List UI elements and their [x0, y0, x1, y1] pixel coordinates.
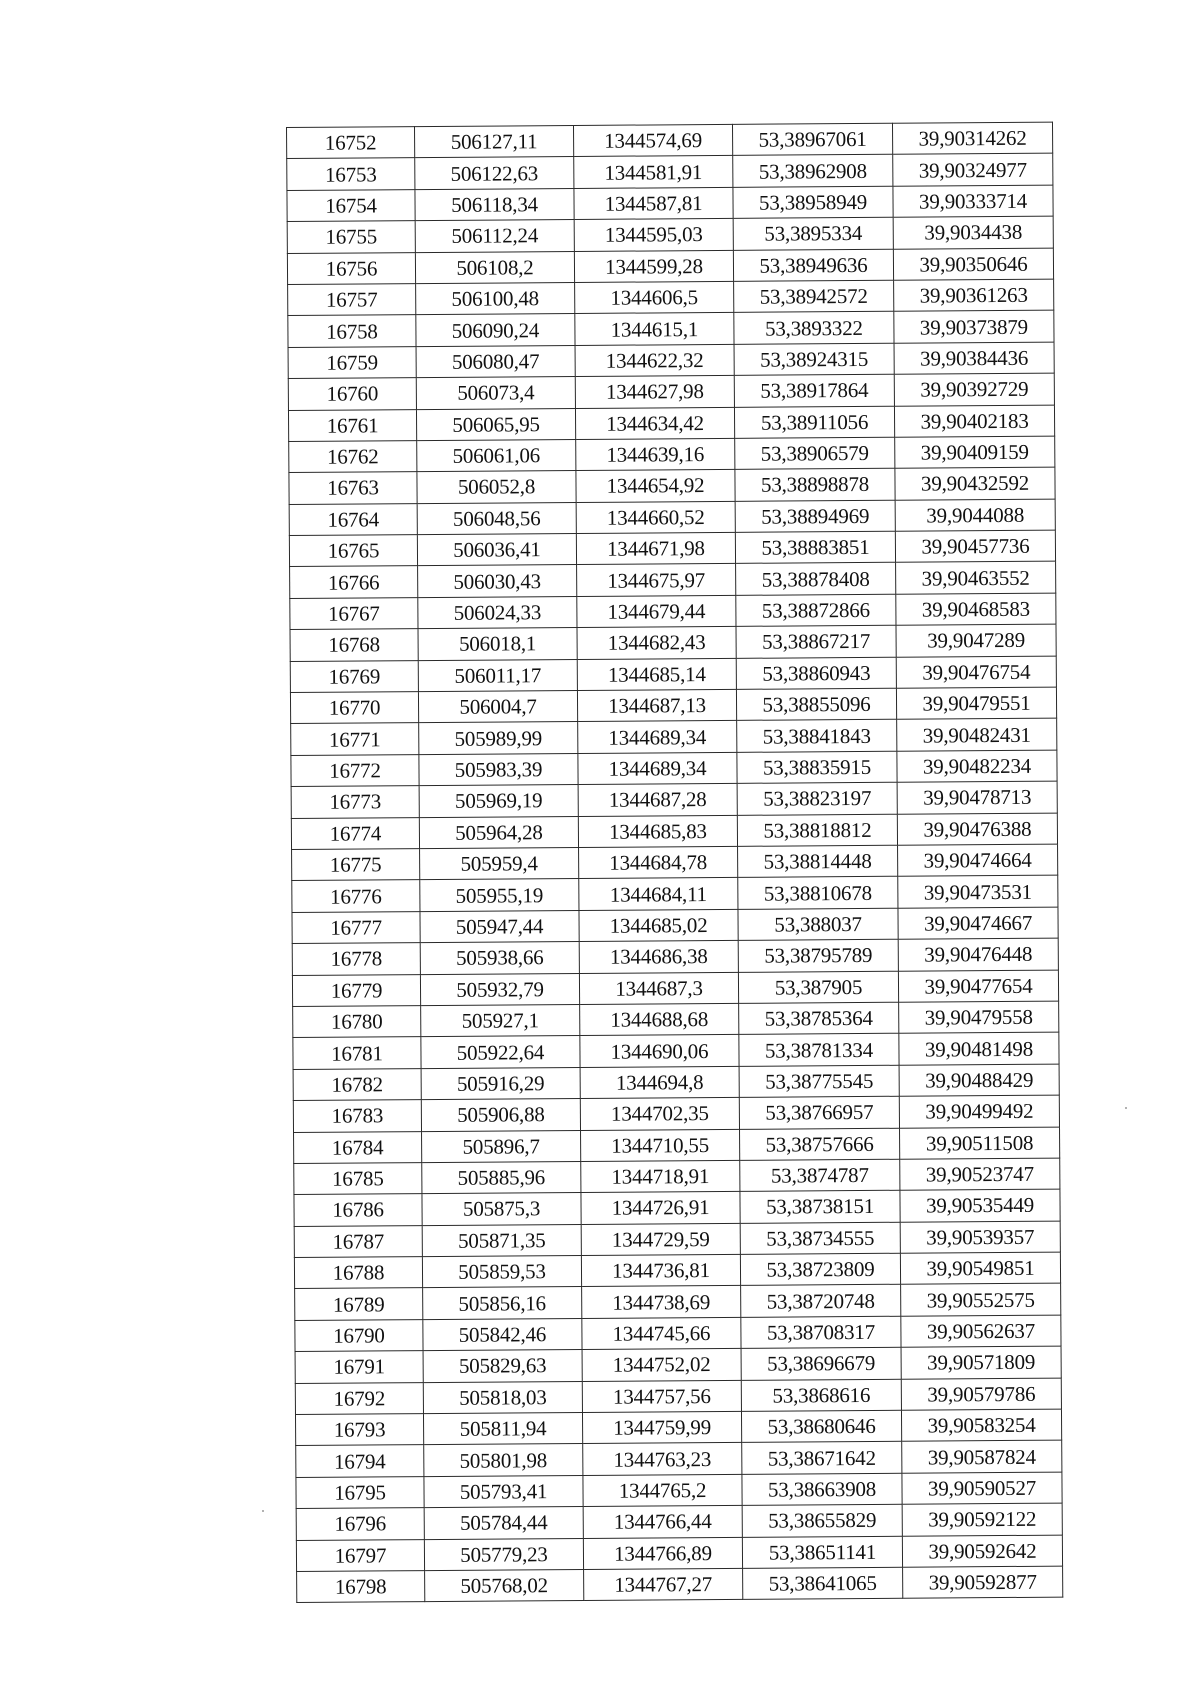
x-coordinate-cell: 506073,4 [416, 377, 575, 409]
longitude-cell: 39,90468583 [896, 593, 1056, 626]
latitude-cell: 53,38781334 [739, 1034, 899, 1067]
longitude-cell: 39,90552575 [901, 1284, 1061, 1317]
y-coordinate-cell: 1344757,56 [582, 1380, 741, 1412]
y-coordinate-cell: 1344687,3 [579, 972, 738, 1004]
longitude-cell: 39,90350646 [893, 248, 1053, 281]
latitude-cell: 53,38671642 [742, 1442, 902, 1475]
x-coordinate-cell: 505932,79 [420, 973, 579, 1005]
y-coordinate-cell: 1344599,28 [574, 250, 733, 282]
y-coordinate-cell: 1344595,03 [574, 219, 733, 251]
latitude-cell: 53,3868616 [741, 1379, 901, 1412]
y-coordinate-cell: 1344627,98 [575, 376, 734, 408]
point-number-cell: 16753 [287, 158, 415, 190]
longitude-cell: 39,90592877 [903, 1566, 1063, 1599]
x-coordinate-cell: 506030,43 [418, 565, 577, 597]
latitude-cell: 53,38723809 [740, 1253, 900, 1286]
x-coordinate-cell: 505947,44 [420, 910, 579, 942]
latitude-cell: 53,38766957 [739, 1096, 899, 1129]
x-coordinate-cell: 506048,56 [417, 502, 576, 534]
table-body [287, 122, 1063, 1603]
longitude-cell: 39,90562637 [901, 1315, 1061, 1348]
x-coordinate-cell: 506024,33 [418, 596, 577, 628]
y-coordinate-cell: 1344587,81 [574, 187, 733, 219]
x-coordinate-cell: 506065,95 [416, 408, 575, 440]
latitude-cell: 53,38911056 [734, 406, 894, 439]
x-coordinate-cell: 506122,63 [415, 157, 574, 189]
table-row [289, 530, 1055, 567]
longitude-cell: 39,90482234 [897, 750, 1057, 783]
y-coordinate-cell: 1344718,91 [581, 1160, 740, 1192]
latitude-cell: 53,38680646 [741, 1410, 901, 1443]
scan-speck [1125, 1107, 1127, 1109]
longitude-cell: 39,90373879 [894, 310, 1054, 343]
point-number-cell: 16786 [294, 1194, 422, 1226]
longitude-cell: 39,90549851 [900, 1252, 1060, 1285]
longitude-cell: 39,90473531 [898, 876, 1058, 909]
latitude-cell: 53,38818812 [737, 814, 897, 847]
longitude-cell: 39,90432592 [895, 467, 1055, 500]
table-row [287, 216, 1053, 253]
table-row [296, 1441, 1062, 1478]
latitude-cell: 53,38958949 [733, 186, 893, 219]
table-row [290, 687, 1056, 724]
point-number-cell: 16793 [295, 1414, 423, 1446]
y-coordinate-cell: 1344684,78 [579, 846, 738, 878]
x-coordinate-cell: 506036,41 [417, 534, 576, 566]
latitude-cell: 53,3893322 [734, 312, 894, 345]
longitude-cell: 39,9044088 [895, 499, 1055, 532]
y-coordinate-cell: 1344766,44 [583, 1506, 742, 1538]
y-coordinate-cell: 1344606,5 [575, 281, 734, 313]
y-coordinate-cell: 1344689,34 [578, 752, 737, 784]
y-coordinate-cell: 1344615,1 [575, 313, 734, 345]
latitude-cell: 53,38872866 [736, 594, 896, 627]
longitude-cell: 39,90477654 [898, 970, 1058, 1003]
y-coordinate-cell: 1344702,35 [580, 1097, 739, 1129]
longitude-cell: 39,90476388 [897, 813, 1057, 846]
table-row [293, 1095, 1059, 1132]
table-row [295, 1315, 1061, 1352]
latitude-cell: 53,38795789 [738, 939, 898, 972]
point-number-cell: 16764 [289, 503, 417, 535]
point-number-cell: 16794 [296, 1445, 424, 1477]
y-coordinate-cell: 1344687,13 [577, 689, 736, 721]
point-number-cell: 16762 [289, 441, 417, 473]
latitude-cell: 53,38860943 [736, 657, 896, 690]
y-coordinate-cell: 1344710,55 [581, 1129, 740, 1161]
y-coordinate-cell: 1344763,23 [583, 1443, 742, 1475]
x-coordinate-cell: 505818,03 [423, 1381, 582, 1413]
point-number-cell: 16772 [291, 754, 419, 786]
longitude-cell: 39,90384436 [894, 342, 1054, 375]
point-number-cell: 16779 [292, 974, 420, 1006]
longitude-cell: 39,90478713 [897, 781, 1057, 814]
table-row [289, 499, 1055, 536]
table-row [293, 1032, 1059, 1069]
x-coordinate-cell: 505969,19 [419, 785, 578, 817]
latitude-cell: 53,38867217 [736, 626, 896, 659]
point-number-cell: 16754 [287, 189, 415, 221]
table-row [287, 248, 1053, 285]
point-number-cell: 16752 [287, 127, 415, 159]
latitude-cell: 53,38906579 [735, 437, 895, 470]
table-row [293, 1064, 1059, 1101]
table-row [297, 1566, 1063, 1603]
x-coordinate-cell: 505989,99 [419, 722, 578, 754]
longitude-cell: 39,90535449 [900, 1189, 1060, 1222]
longitude-cell: 39,90523747 [900, 1158, 1060, 1191]
latitude-cell: 53,38835915 [737, 751, 897, 784]
longitude-cell: 39,90592642 [902, 1535, 1062, 1568]
point-number-cell: 16775 [292, 849, 420, 881]
x-coordinate-cell: 506112,24 [415, 220, 574, 252]
point-number-cell: 16769 [290, 660, 418, 692]
longitude-cell: 39,90571809 [901, 1346, 1061, 1379]
longitude-cell: 39,90474664 [898, 844, 1058, 877]
point-number-cell: 16788 [294, 1257, 422, 1289]
point-number-cell: 16767 [290, 597, 418, 629]
table-row [296, 1472, 1062, 1509]
point-number-cell: 16782 [293, 1068, 421, 1100]
y-coordinate-cell: 1344639,16 [576, 438, 735, 470]
y-coordinate-cell: 1344736,81 [581, 1254, 740, 1286]
x-coordinate-cell: 506127,11 [415, 125, 574, 157]
point-number-cell: 16781 [293, 1037, 421, 1069]
longitude-cell: 39,90361263 [894, 279, 1054, 312]
x-coordinate-cell: 506108,2 [415, 251, 574, 283]
y-coordinate-cell: 1344686,38 [579, 941, 738, 973]
y-coordinate-cell: 1344767,27 [584, 1568, 743, 1600]
longitude-cell: 39,90511508 [900, 1127, 1060, 1160]
x-coordinate-cell: 505875,3 [422, 1193, 581, 1225]
table-row [291, 781, 1057, 818]
longitude-cell: 39,90476754 [896, 656, 1056, 689]
latitude-cell: 53,388037 [738, 908, 898, 941]
x-coordinate-cell: 505896,7 [422, 1130, 581, 1162]
latitude-cell: 53,38708317 [741, 1316, 901, 1349]
y-coordinate-cell: 1344688,68 [580, 1003, 739, 1035]
x-coordinate-cell: 506018,1 [418, 628, 577, 660]
y-coordinate-cell: 1344759,99 [582, 1411, 741, 1443]
x-coordinate-cell: 505811,94 [423, 1412, 582, 1444]
latitude-cell: 53,38894969 [735, 500, 895, 533]
point-number-cell: 16798 [297, 1571, 425, 1603]
latitude-cell: 53,38942572 [734, 280, 894, 313]
x-coordinate-cell: 506061,06 [417, 439, 576, 471]
point-number-cell: 16763 [289, 472, 417, 504]
longitude-cell: 39,90482431 [897, 719, 1057, 752]
point-number-cell: 16787 [294, 1225, 422, 1257]
latitude-cell: 53,38841843 [737, 720, 897, 753]
y-coordinate-cell: 1344675,97 [577, 564, 736, 596]
point-number-cell: 16757 [288, 284, 416, 316]
table-row [288, 342, 1054, 379]
longitude-cell: 39,90488429 [899, 1064, 1059, 1097]
table-row [294, 1221, 1060, 1258]
latitude-cell: 53,38949636 [733, 249, 893, 282]
point-number-cell: 16778 [292, 943, 420, 975]
y-coordinate-cell: 1344690,06 [580, 1035, 739, 1067]
table-row [288, 310, 1054, 347]
point-number-cell: 16795 [296, 1476, 424, 1508]
x-coordinate-cell: 505801,98 [424, 1444, 583, 1476]
table-row [291, 750, 1057, 787]
longitude-cell: 39,90324977 [893, 154, 1053, 187]
longitude-cell: 39,90333714 [893, 185, 1053, 218]
table-row [292, 907, 1058, 944]
latitude-cell: 53,38651141 [742, 1536, 902, 1569]
table-row [287, 154, 1053, 191]
x-coordinate-cell: 505916,29 [421, 1067, 580, 1099]
table-row [290, 624, 1056, 661]
latitude-cell: 53,387905 [738, 971, 898, 1004]
point-number-cell: 16785 [294, 1162, 422, 1194]
longitude-cell: 39,90402183 [894, 405, 1054, 438]
y-coordinate-cell: 1344694,8 [580, 1066, 739, 1098]
point-number-cell: 16761 [288, 409, 416, 441]
x-coordinate-cell: 506052,8 [417, 471, 576, 503]
longitude-cell: 39,90457736 [895, 530, 1055, 563]
latitude-cell: 53,38810678 [738, 877, 898, 910]
x-coordinate-cell: 505983,39 [419, 753, 578, 785]
x-coordinate-cell: 505784,44 [424, 1507, 583, 1539]
latitude-cell: 53,38823197 [737, 782, 897, 815]
longitude-cell: 39,90539357 [900, 1221, 1060, 1254]
latitude-cell: 53,3895334 [733, 217, 893, 250]
point-number-cell: 16783 [293, 1100, 421, 1132]
longitude-cell: 39,90579786 [901, 1378, 1061, 1411]
x-coordinate-cell: 505842,46 [423, 1318, 582, 1350]
y-coordinate-cell: 1344622,32 [575, 344, 734, 376]
x-coordinate-cell: 505938,66 [420, 942, 579, 974]
x-coordinate-cell: 505955,19 [420, 879, 579, 911]
y-coordinate-cell: 1344765,2 [583, 1474, 742, 1506]
point-number-cell: 16755 [287, 221, 415, 253]
table-row [288, 279, 1054, 316]
y-coordinate-cell: 1344766,89 [583, 1537, 742, 1569]
table-row [289, 467, 1055, 504]
y-coordinate-cell: 1344685,14 [577, 658, 736, 690]
longitude-cell: 39,90481498 [899, 1032, 1059, 1065]
table-row [294, 1252, 1060, 1289]
longitude-cell: 39,90479558 [899, 1001, 1059, 1034]
point-number-cell: 16765 [289, 535, 417, 567]
longitude-cell: 39,90476448 [898, 938, 1058, 971]
point-number-cell: 16771 [291, 723, 419, 755]
x-coordinate-cell: 505964,28 [419, 816, 578, 848]
table-row [287, 185, 1053, 222]
y-coordinate-cell: 1344729,59 [581, 1223, 740, 1255]
x-coordinate-cell: 506090,24 [416, 314, 575, 346]
table-row [290, 562, 1056, 599]
table-row [294, 1158, 1060, 1195]
y-coordinate-cell: 1344752,02 [582, 1349, 741, 1381]
point-number-cell: 16766 [290, 566, 418, 598]
table-row [287, 122, 1053, 159]
y-coordinate-cell: 1344581,91 [574, 156, 733, 188]
point-number-cell: 16774 [291, 817, 419, 849]
longitude-cell: 39,90590527 [902, 1472, 1062, 1505]
latitude-cell: 53,38855096 [736, 688, 896, 721]
x-coordinate-cell: 506080,47 [416, 345, 575, 377]
x-coordinate-cell: 506118,34 [415, 188, 574, 220]
latitude-cell: 53,38641065 [743, 1567, 903, 1600]
x-coordinate-cell: 506011,17 [418, 659, 577, 691]
y-coordinate-cell: 1344574,69 [573, 124, 732, 156]
longitude-cell: 39,90314262 [892, 122, 1052, 155]
y-coordinate-cell: 1344634,42 [575, 407, 734, 439]
table-row [290, 593, 1056, 630]
point-number-cell: 16760 [288, 378, 416, 410]
latitude-cell: 53,38883851 [735, 531, 895, 564]
latitude-cell: 53,38720748 [741, 1285, 901, 1318]
point-number-cell: 16792 [295, 1382, 423, 1414]
point-number-cell: 16790 [295, 1319, 423, 1351]
latitude-cell: 53,38814448 [738, 845, 898, 878]
longitude-cell: 39,90409159 [895, 436, 1055, 469]
table-row [291, 813, 1057, 850]
latitude-cell: 53,38924315 [734, 343, 894, 376]
longitude-cell: 39,90592122 [902, 1503, 1062, 1536]
point-number-cell: 16796 [296, 1508, 424, 1540]
latitude-cell: 53,38775545 [739, 1065, 899, 1098]
latitude-cell: 53,38663908 [742, 1473, 902, 1506]
longitude-cell: 39,90499492 [899, 1095, 1059, 1128]
table-row [292, 876, 1058, 913]
longitude-cell: 39,90474667 [898, 907, 1058, 940]
y-coordinate-cell: 1344684,11 [579, 878, 738, 910]
x-coordinate-cell: 505906,88 [421, 1099, 580, 1131]
y-coordinate-cell: 1344685,83 [578, 815, 737, 847]
longitude-cell: 39,9047289 [896, 624, 1056, 657]
y-coordinate-cell: 1344679,44 [577, 595, 736, 627]
latitude-cell: 53,38655829 [742, 1504, 902, 1537]
y-coordinate-cell: 1344687,28 [578, 784, 737, 816]
latitude-cell: 53,38962908 [733, 155, 893, 188]
point-number-cell: 16759 [288, 346, 416, 378]
y-coordinate-cell: 1344726,91 [581, 1192, 740, 1224]
latitude-cell: 53,3874787 [740, 1159, 900, 1192]
x-coordinate-cell: 506100,48 [416, 282, 575, 314]
latitude-cell: 53,38898878 [735, 469, 895, 502]
y-coordinate-cell: 1344738,69 [582, 1286, 741, 1319]
coordinates-table [286, 122, 1063, 1604]
table-row [292, 938, 1058, 975]
x-coordinate-cell: 506004,7 [418, 691, 577, 723]
table-row [291, 719, 1057, 756]
point-number-cell: 16791 [295, 1351, 423, 1383]
x-coordinate-cell: 505922,64 [421, 1036, 580, 1068]
point-number-cell: 16756 [287, 252, 415, 284]
latitude-cell: 53,38757666 [740, 1128, 900, 1161]
latitude-cell: 53,38917864 [734, 374, 894, 407]
y-coordinate-cell: 1344682,43 [577, 627, 736, 659]
point-number-cell: 16797 [296, 1539, 424, 1571]
table-row [296, 1503, 1062, 1540]
latitude-cell: 53,38878408 [736, 563, 896, 596]
point-number-cell: 16758 [288, 315, 416, 347]
y-coordinate-cell: 1344745,66 [582, 1317, 741, 1349]
table-row [288, 405, 1054, 442]
x-coordinate-cell: 505856,16 [423, 1287, 582, 1319]
x-coordinate-cell: 505768,02 [425, 1569, 584, 1601]
point-number-cell: 16780 [293, 1006, 421, 1038]
longitude-cell: 39,90463552 [896, 562, 1056, 595]
table-row [289, 436, 1055, 473]
x-coordinate-cell: 505885,96 [422, 1161, 581, 1193]
table-row [290, 656, 1056, 693]
x-coordinate-cell: 505927,1 [421, 1004, 580, 1036]
table-row [292, 844, 1058, 881]
longitude-cell: 39,90583254 [901, 1409, 1061, 1442]
table-row [292, 970, 1058, 1007]
scan-speck [262, 1510, 264, 1512]
x-coordinate-cell: 505871,35 [422, 1224, 581, 1256]
x-coordinate-cell: 505859,53 [422, 1256, 581, 1288]
table-row [295, 1346, 1061, 1383]
longitude-cell: 39,90479551 [896, 687, 1056, 720]
table-row [293, 1001, 1059, 1038]
table-row [295, 1409, 1061, 1446]
x-coordinate-cell: 505829,63 [423, 1350, 582, 1382]
y-coordinate-cell: 1344660,52 [576, 501, 735, 533]
point-number-cell: 16789 [295, 1288, 423, 1320]
longitude-cell: 39,90392729 [894, 373, 1054, 406]
point-number-cell: 16768 [290, 629, 418, 661]
x-coordinate-cell: 505779,23 [424, 1538, 583, 1570]
latitude-cell: 53,38738151 [740, 1191, 900, 1224]
table-row [294, 1127, 1060, 1164]
point-number-cell: 16770 [290, 692, 418, 724]
table-row [288, 373, 1054, 410]
x-coordinate-cell: 505793,41 [424, 1475, 583, 1507]
point-number-cell: 16773 [291, 786, 419, 818]
point-number-cell: 16776 [292, 880, 420, 912]
point-number-cell: 16784 [294, 1131, 422, 1163]
y-coordinate-cell: 1344689,34 [578, 721, 737, 753]
table-row [295, 1284, 1061, 1321]
x-coordinate-cell: 505959,4 [420, 847, 579, 879]
y-coordinate-cell: 1344671,98 [576, 532, 735, 564]
latitude-cell: 53,38785364 [739, 1002, 899, 1035]
point-number-cell: 16777 [292, 911, 420, 943]
y-coordinate-cell: 1344685,02 [579, 909, 738, 941]
latitude-cell: 53,38734555 [740, 1222, 900, 1255]
table-row [294, 1189, 1060, 1226]
y-coordinate-cell: 1344654,92 [576, 470, 735, 502]
latitude-cell: 53,38967061 [732, 123, 892, 156]
table-row [295, 1378, 1061, 1415]
longitude-cell: 39,9034438 [893, 216, 1053, 249]
latitude-cell: 53,38696679 [741, 1347, 901, 1380]
table-row [296, 1535, 1062, 1572]
longitude-cell: 39,90587824 [902, 1441, 1062, 1474]
